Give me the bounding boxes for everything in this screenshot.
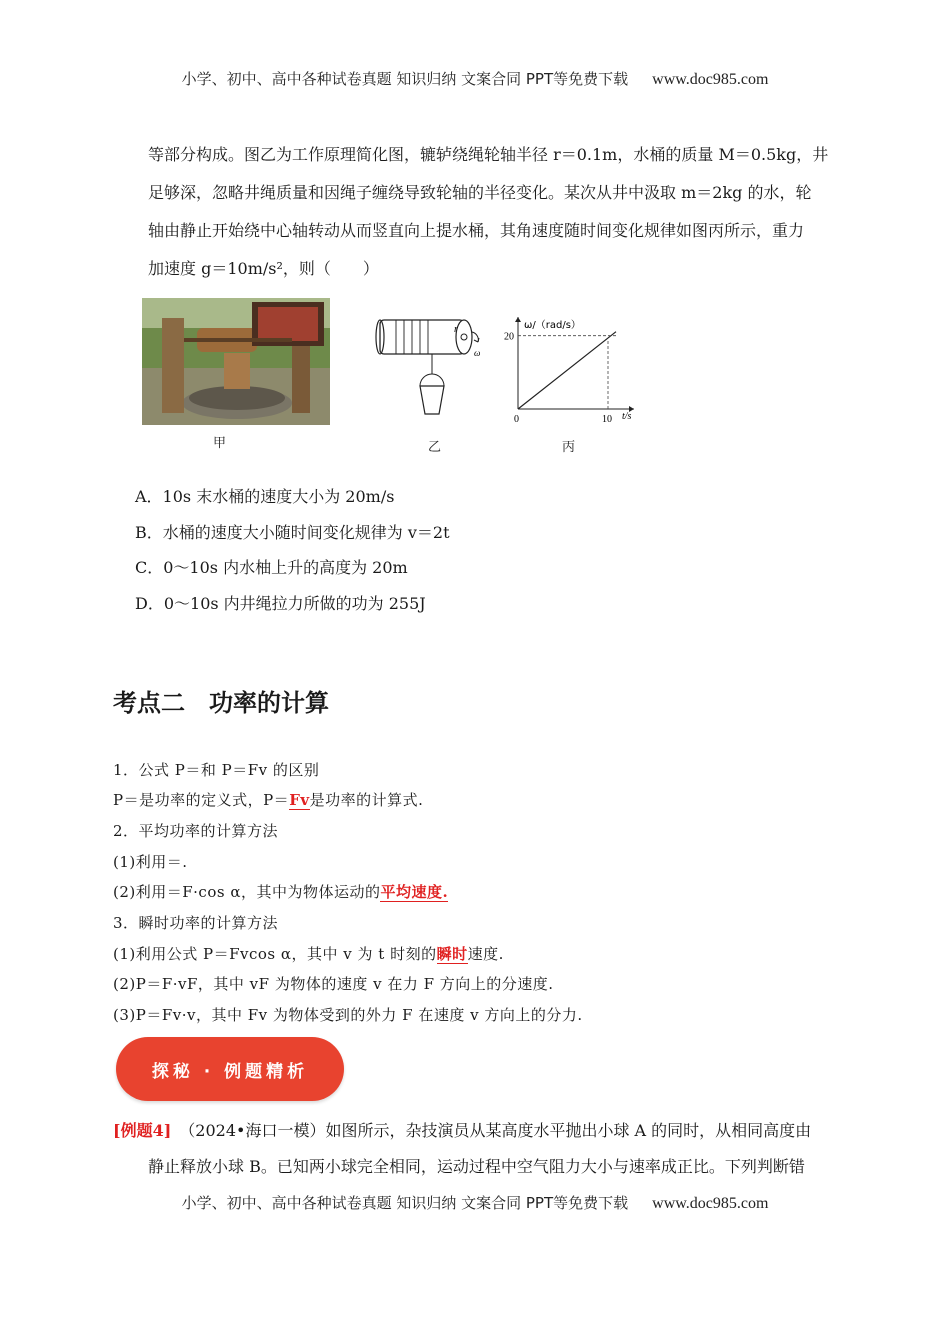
text-span: (1)利用公式 P＝Fvcos α，其中 v 为 t 时刻的 xyxy=(113,945,437,963)
example-text xyxy=(113,1113,838,1185)
y-tick-label: 20 xyxy=(504,331,514,343)
section-line: 2．平均功率的计算方法 xyxy=(113,822,279,840)
page-footer xyxy=(0,1192,950,1213)
text-span: 速度. xyxy=(467,945,504,963)
section-line: 1．公式 P＝和 P＝Fv 的区别 xyxy=(113,761,320,779)
example-line xyxy=(113,1113,838,1149)
omega-time-chart xyxy=(494,312,644,424)
option-c: C．0～10s 内水柚上升的高度为 20m xyxy=(135,558,408,577)
section-line: (1)利用＝. xyxy=(113,853,188,871)
x-tick-label: 10 xyxy=(602,414,612,424)
section-line xyxy=(113,943,504,964)
example-banner: 探秘 · 例题精析 xyxy=(116,1037,344,1101)
option-d: D．0～10s 内井绳拉力所做的功为 255J xyxy=(135,594,426,613)
text-span: (2)利用＝F·cos α，其中为物体运动的 xyxy=(113,883,381,901)
problem-line: 等部分构成。图乙为工作原理简化图，辘轳绕绳轮轴半径 r＝0.1m，水桶的质量 M＝0.5kg，井 xyxy=(148,145,829,164)
highlight-answer: Fv xyxy=(289,791,310,809)
figure-caption-bing: 丙 xyxy=(562,440,576,455)
section-line: (3)P＝Fv·v，其中 Fv 为物体受到的外力 F 在速度 v 方向上的分力. xyxy=(113,1006,583,1024)
figure-caption-jia: 甲 xyxy=(213,436,227,451)
section-line: 3．瞬时功率的计算方法 xyxy=(113,914,279,932)
figure-caption-yi: 乙 xyxy=(428,440,442,455)
text-span: P＝是功率的定义式，P＝ xyxy=(113,791,290,809)
header-text: 小学、初中、高中各种试卷真题 知识归纳 文案合同 PPT等免费下载 xyxy=(181,70,629,88)
y-axis-arrow xyxy=(515,317,521,322)
header-url[interactable]: www.doc985.com xyxy=(652,71,769,88)
data-line xyxy=(518,332,616,409)
x-axis-label: t/s xyxy=(622,411,632,422)
problem-line: 加速度 g＝10m/s²，则（ ） xyxy=(148,259,379,278)
text-span: 是功率的计算式. xyxy=(309,791,424,809)
example-line1: （2024•海口一模）如图所示，杂技演员从某高度水平抛出小球 A 的同时，从相同高度由 xyxy=(187,1121,812,1140)
omega-label: ω xyxy=(474,348,481,358)
windlass-photo xyxy=(142,298,330,425)
problem-text xyxy=(148,136,838,288)
footer-text: 小学、初中、高中各种试卷真题 知识归纳 文案合同 PPT等免费下载 xyxy=(181,1194,629,1212)
section-line xyxy=(113,881,448,902)
page-header xyxy=(0,68,950,89)
problem-line: 足够深，忽略井绳质量和因绳子缠绕导致轮轴的半径变化。某次从井中汲取 m＝2kg 的水，轮 xyxy=(148,183,812,202)
highlight-answer: 瞬时 xyxy=(436,945,468,963)
example-line2: 静止释放小球 B。已知两小球完全相同，运动过程中空气阻力大小与速率成正比。下列判断错 xyxy=(148,1157,805,1176)
option-a: A．10s 末水桶的速度大小为 20m/s xyxy=(135,487,395,506)
section-title: 考点二 功率的计算 xyxy=(113,689,329,717)
windlass-diagram xyxy=(374,312,486,422)
highlight-answer: 平均速度. xyxy=(380,883,449,901)
radius-label: r xyxy=(454,324,458,335)
footer-url[interactable]: www.doc985.com xyxy=(652,1195,769,1212)
option-b: B．水桶的速度大小随时间变化规律为 v＝2t xyxy=(135,523,450,542)
y-axis-label: ω/（rad/s） xyxy=(524,320,581,331)
section-line: (2)P＝F·vF，其中 vF 为物体的速度 v 在力 F 方向上的分速度. xyxy=(113,975,554,993)
x-tick-label: 0 xyxy=(514,414,519,424)
example-tag: [例题4] xyxy=(113,1121,172,1140)
section-line xyxy=(113,789,423,810)
problem-line: 轴由静止开始绕中心轴转动从而竖直向上提水桶，其角速度随时间变化规律如图丙所示，重力 xyxy=(148,221,805,240)
